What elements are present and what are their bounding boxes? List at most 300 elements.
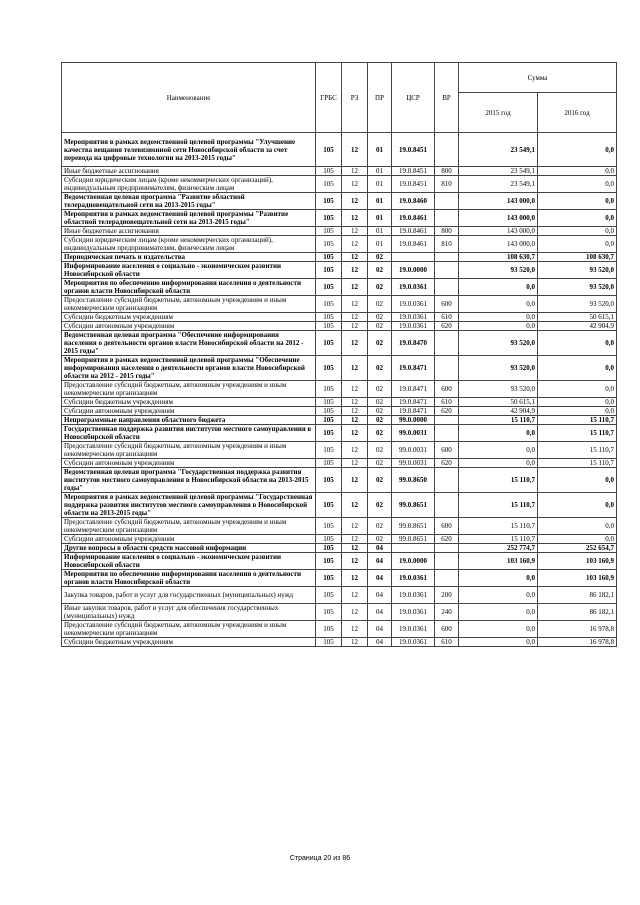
cell-pr: 02 — [368, 416, 392, 425]
cell-y2016: 0,0 — [538, 167, 617, 176]
cell-rz: 12 — [342, 133, 368, 167]
cell-csr: 99.0.0031 — [392, 425, 435, 442]
cell-grbs: 105 — [316, 638, 342, 647]
cell-pr: 02 — [368, 279, 392, 296]
cell-y2015: 0,0 — [459, 604, 538, 621]
cell-csr: 19.0.8461 — [392, 210, 435, 227]
header-vr: ВР — [435, 63, 459, 133]
table-row — [62, 133, 617, 167]
cell-y2016: 15 110,7 — [538, 459, 617, 468]
cell-grbs: 105 — [316, 604, 342, 621]
cell-csr: 19.0.0000 — [392, 262, 435, 279]
cell-vr: 620 — [435, 535, 459, 544]
cell-vr — [435, 356, 459, 381]
cell-rz: 12 — [342, 236, 368, 253]
cell-grbs: 105 — [316, 313, 342, 322]
cell-rz: 12 — [342, 416, 368, 425]
cell-y2016: 0,0 — [538, 535, 617, 544]
table-row — [62, 493, 617, 518]
cell-y2015: 0,0 — [459, 587, 538, 604]
cell-pr: 01 — [368, 236, 392, 253]
cell-csr: 19.0.8451 — [392, 167, 435, 176]
budget-table — [61, 62, 617, 647]
cell-rz: 12 — [342, 535, 368, 544]
cell-name: Субсидии бюджетным учреждениям — [62, 313, 316, 322]
table-row — [62, 544, 617, 553]
cell-y2016: 0,0 — [538, 133, 617, 167]
table-row — [62, 210, 617, 227]
table-row — [62, 535, 617, 544]
table-row — [62, 587, 617, 604]
cell-pr: 04 — [368, 553, 392, 570]
cell-pr: 02 — [368, 313, 392, 322]
cell-grbs: 105 — [316, 416, 342, 425]
cell-y2016: 86 182,1 — [538, 587, 617, 604]
cell-csr: 99.0.0031 — [392, 459, 435, 468]
cell-pr: 04 — [368, 544, 392, 553]
cell-name: Государственная поддержка развития институтов местного самоуправления в Новосибирской области — [62, 425, 316, 442]
cell-csr: 19.0.0361 — [392, 621, 435, 638]
cell-csr: 19.0.8471 — [392, 407, 435, 416]
table-row — [62, 236, 617, 253]
cell-pr: 02 — [368, 356, 392, 381]
cell-rz: 12 — [342, 493, 368, 518]
table-row — [62, 604, 617, 621]
cell-rz: 12 — [342, 468, 368, 493]
cell-csr: 19.0.0000 — [392, 553, 435, 570]
cell-csr: 19.0.8471 — [392, 356, 435, 381]
cell-vr: 620 — [435, 322, 459, 331]
cell-name: Ведомственная целевая программа "Государственная поддержка развития институтов местного самоуправления в Новосибирской области на 2013-2015 годы" — [62, 468, 316, 493]
cell-rz: 12 — [342, 322, 368, 331]
table-row — [62, 313, 617, 322]
cell-vr: 620 — [435, 459, 459, 468]
cell-y2015: 93 520,0 — [459, 262, 538, 279]
cell-grbs: 105 — [316, 279, 342, 296]
cell-vr: 610 — [435, 398, 459, 407]
cell-rz: 12 — [342, 398, 368, 407]
cell-vr — [435, 210, 459, 227]
table-row — [62, 381, 617, 398]
cell-y2016: 103 160,9 — [538, 553, 617, 570]
cell-rz: 12 — [342, 381, 368, 398]
cell-y2015: 0,0 — [459, 459, 538, 468]
cell-name: Информирование населения о социально - экономическом развитии Новосибирской области — [62, 553, 316, 570]
cell-csr: 19.0.8471 — [392, 398, 435, 407]
cell-name: Мероприятия в рамках ведомственной целевой программы "Обеспечение информирования населения о деятельности органов власти Новосибирской области на 2012 - 2015 годы" — [62, 356, 316, 381]
table-row — [62, 459, 617, 468]
cell-y2016: 103 160,9 — [538, 570, 617, 587]
cell-grbs: 105 — [316, 322, 342, 331]
cell-rz: 12 — [342, 176, 368, 193]
table-row — [62, 570, 617, 587]
cell-grbs: 105 — [316, 398, 342, 407]
cell-name: Информирование населения о социально - экономическом развитии Новосибирской области — [62, 262, 316, 279]
cell-y2015: 15 110,7 — [459, 493, 538, 518]
cell-y2015: 93 520,0 — [459, 381, 538, 398]
cell-vr: 800 — [435, 227, 459, 236]
cell-y2016: 0,0 — [538, 407, 617, 416]
cell-vr — [435, 425, 459, 442]
cell-name: Субсидии юридическим лицам (кроме некоммерческих организаций), индивидуальным предпринимателям, физическим лицам — [62, 176, 316, 193]
cell-pr: 01 — [368, 193, 392, 210]
cell-vr: 200 — [435, 587, 459, 604]
cell-name: Мероприятия в рамках ведомственной целевой программы "Государственная поддержка развития институтов местного самоуправления в Новосибирской области на 2013-2015 годы" — [62, 493, 316, 518]
cell-y2015: 42 904,9 — [459, 407, 538, 416]
cell-rz: 12 — [342, 279, 368, 296]
cell-vr: 600 — [435, 518, 459, 535]
cell-pr: 02 — [368, 322, 392, 331]
cell-name: Субсидии бюджетным учреждениям — [62, 398, 316, 407]
cell-pr: 02 — [368, 518, 392, 535]
cell-name: Иные бюджетные ассигнования — [62, 167, 316, 176]
cell-y2016: 93 520,0 — [538, 296, 617, 313]
cell-csr: 99.0.0031 — [392, 442, 435, 459]
cell-vr: 800 — [435, 167, 459, 176]
table-row — [62, 638, 617, 647]
cell-pr: 04 — [368, 587, 392, 604]
header-sum: Сумма — [459, 63, 617, 93]
cell-rz: 12 — [342, 313, 368, 322]
cell-grbs: 105 — [316, 544, 342, 553]
cell-name: Субсидии автономным учреждениям — [62, 459, 316, 468]
cell-pr: 02 — [368, 459, 392, 468]
cell-rz: 12 — [342, 262, 368, 279]
cell-y2015: 15 110,7 — [459, 416, 538, 425]
cell-csr: 99.0.8651 — [392, 518, 435, 535]
cell-y2016: 16 978,8 — [538, 638, 617, 647]
table-row — [62, 279, 617, 296]
cell-grbs: 105 — [316, 587, 342, 604]
cell-y2016: 15 110,7 — [538, 425, 617, 442]
cell-vr — [435, 331, 459, 356]
header-grbs: ГРБС — [316, 63, 342, 133]
cell-y2015: 0,0 — [459, 621, 538, 638]
cell-pr: 02 — [368, 442, 392, 459]
cell-pr: 02 — [368, 381, 392, 398]
cell-rz: 12 — [342, 193, 368, 210]
cell-rz: 12 — [342, 621, 368, 638]
cell-pr: 01 — [368, 210, 392, 227]
cell-y2016: 93 520,0 — [538, 262, 617, 279]
cell-name: Субсидии юридическим лицам (кроме некоммерческих организаций), индивидуальным предпринимателям, физическим лицам — [62, 236, 316, 253]
cell-rz: 12 — [342, 253, 368, 262]
cell-csr: 99.0.8651 — [392, 535, 435, 544]
cell-y2015: 0,0 — [459, 425, 538, 442]
cell-rz: 12 — [342, 570, 368, 587]
cell-grbs: 105 — [316, 227, 342, 236]
cell-name: Ведомственная целевая программа "Развитие областной телерадиовещательной сети на 2013-2015 годы" — [62, 193, 316, 210]
cell-vr — [435, 262, 459, 279]
cell-y2016: 16 978,8 — [538, 621, 617, 638]
cell-y2016: 0,0 — [538, 210, 617, 227]
cell-y2015: 93 520,0 — [459, 356, 538, 381]
cell-vr — [435, 133, 459, 167]
cell-pr: 02 — [368, 296, 392, 313]
cell-grbs: 105 — [316, 442, 342, 459]
cell-pr: 01 — [368, 167, 392, 176]
cell-rz: 12 — [342, 227, 368, 236]
table-row — [62, 253, 617, 262]
table-row — [62, 416, 617, 425]
cell-y2015: 0,0 — [459, 322, 538, 331]
cell-csr: 19.0.8461 — [392, 236, 435, 253]
cell-vr — [435, 493, 459, 518]
cell-pr: 04 — [368, 570, 392, 587]
cell-pr: 02 — [368, 331, 392, 356]
table-row — [62, 407, 617, 416]
cell-csr: 19.0.8460 — [392, 193, 435, 210]
cell-pr: 01 — [368, 227, 392, 236]
cell-pr: 01 — [368, 133, 392, 167]
cell-vr — [435, 416, 459, 425]
cell-grbs: 105 — [316, 407, 342, 416]
cell-y2015: 0,0 — [459, 570, 538, 587]
cell-rz: 12 — [342, 459, 368, 468]
cell-name: Мероприятия по обеспечению информирования населения о деятельности органов власти Новосибирской области — [62, 279, 316, 296]
cell-vr: 240 — [435, 604, 459, 621]
cell-name: Ведомственная целевая программа "Обеспечение информирования населения о деятельности органов власти Новосибирской области на 2012 - 2015 годы" — [62, 331, 316, 356]
table-row — [62, 518, 617, 535]
header-name: Наименование — [62, 63, 316, 133]
cell-rz: 12 — [342, 296, 368, 313]
table-row — [62, 176, 617, 193]
cell-grbs: 105 — [316, 621, 342, 638]
cell-vr: 610 — [435, 638, 459, 647]
cell-name: Мероприятия в рамках ведомственной целевой программы "Улучшение качества вещания телевизионной сети Новосибирской области за счет перевода на цифровые технологии на 2013-2015 годы" — [62, 133, 316, 167]
cell-y2015: 93 520,0 — [459, 331, 538, 356]
cell-y2015: 143 000,0 — [459, 193, 538, 210]
cell-y2015: 0,0 — [459, 313, 538, 322]
cell-grbs: 105 — [316, 210, 342, 227]
cell-vr — [435, 279, 459, 296]
cell-name: Предоставление субсидий бюджетным, автономным учреждениям и иным некоммерческим организациям — [62, 442, 316, 459]
table-body — [62, 133, 617, 647]
cell-name: Субсидии бюджетным учреждениям — [62, 638, 316, 647]
cell-vr: 600 — [435, 381, 459, 398]
cell-grbs: 105 — [316, 425, 342, 442]
cell-name: Мероприятия в рамках ведомственной целевой программы "Развитие областной телерадиовещательной сети на 2013-2015 годы" — [62, 210, 316, 227]
cell-name: Другие вопросы в области средств массовой информации — [62, 544, 316, 553]
cell-name: Непрограммные направления областного бюджета — [62, 416, 316, 425]
cell-y2015: 143 000,0 — [459, 210, 538, 227]
cell-grbs: 105 — [316, 176, 342, 193]
cell-y2015: 252 774,7 — [459, 544, 538, 553]
cell-vr — [435, 553, 459, 570]
cell-grbs: 105 — [316, 553, 342, 570]
cell-grbs: 105 — [316, 381, 342, 398]
cell-rz: 12 — [342, 553, 368, 570]
cell-rz: 12 — [342, 604, 368, 621]
cell-csr: 19.0.0361 — [392, 587, 435, 604]
cell-y2016: 0,0 — [538, 193, 617, 210]
cell-y2016: 50 615,1 — [538, 313, 617, 322]
cell-grbs: 105 — [316, 493, 342, 518]
cell-rz: 12 — [342, 638, 368, 647]
cell-name: Предоставление субсидий бюджетным, автономным учреждениям и иным некоммерческим организациям — [62, 381, 316, 398]
cell-vr: 620 — [435, 407, 459, 416]
cell-csr: 99.0.0000 — [392, 416, 435, 425]
cell-csr: 19.0.0361 — [392, 638, 435, 647]
table-row — [62, 193, 617, 210]
cell-grbs: 105 — [316, 262, 342, 279]
cell-y2015: 15 110,7 — [459, 535, 538, 544]
cell-grbs: 105 — [316, 459, 342, 468]
cell-y2016: 0,0 — [538, 468, 617, 493]
cell-pr: 02 — [368, 468, 392, 493]
cell-y2016: 0,0 — [538, 176, 617, 193]
cell-name: Иные бюджетные ассигнования — [62, 227, 316, 236]
cell-y2015: 15 110,7 — [459, 468, 538, 493]
cell-y2016: 0,0 — [538, 381, 617, 398]
cell-grbs: 105 — [316, 331, 342, 356]
cell-y2015: 0,0 — [459, 296, 538, 313]
cell-y2015: 143 000,0 — [459, 227, 538, 236]
cell-rz: 12 — [342, 407, 368, 416]
cell-y2015: 15 110,7 — [459, 518, 538, 535]
page-footer: Страница 20 из 86 — [289, 855, 351, 862]
cell-grbs: 105 — [316, 570, 342, 587]
table-row — [62, 442, 617, 459]
cell-y2016: 0,0 — [538, 236, 617, 253]
cell-rz: 12 — [342, 518, 368, 535]
cell-y2015: 23 549,1 — [459, 133, 538, 167]
cell-vr: 810 — [435, 176, 459, 193]
cell-csr: 19.0.8471 — [392, 381, 435, 398]
cell-y2016: 0,0 — [538, 493, 617, 518]
cell-csr: 19.0.8461 — [392, 227, 435, 236]
cell-vr: 600 — [435, 621, 459, 638]
cell-grbs: 105 — [316, 356, 342, 381]
cell-pr: 04 — [368, 621, 392, 638]
cell-y2015: 0,0 — [459, 638, 538, 647]
cell-name: Субсидии автономным учреждениям — [62, 322, 316, 331]
cell-pr: 02 — [368, 262, 392, 279]
cell-y2015: 0,0 — [459, 442, 538, 459]
cell-y2016: 252 654,7 — [538, 544, 617, 553]
cell-rz: 12 — [342, 442, 368, 459]
cell-pr: 02 — [368, 407, 392, 416]
cell-rz: 12 — [342, 544, 368, 553]
cell-grbs: 105 — [316, 253, 342, 262]
cell-grbs: 105 — [316, 296, 342, 313]
cell-name: Предоставление субсидий бюджетным, автономным учреждениям и иным некоммерческим организациям — [62, 621, 316, 638]
cell-name: Закупка товаров, работ и услуг для государственных (муниципальных) нужд — [62, 587, 316, 604]
cell-pr: 04 — [368, 604, 392, 621]
header-rz: РЗ — [342, 63, 368, 133]
cell-grbs: 105 — [316, 133, 342, 167]
cell-y2016: 42 904,9 — [538, 322, 617, 331]
cell-y2016: 0,0 — [538, 518, 617, 535]
cell-vr — [435, 544, 459, 553]
table-row — [62, 167, 617, 176]
cell-vr — [435, 570, 459, 587]
cell-y2016: 108 630,7 — [538, 253, 617, 262]
cell-csr: 19.0.0361 — [392, 313, 435, 322]
table-row — [62, 331, 617, 356]
table-row — [62, 322, 617, 331]
cell-name: Субсидии автономным учреждениям — [62, 407, 316, 416]
cell-grbs: 105 — [316, 193, 342, 210]
cell-y2016: 0,0 — [538, 398, 617, 407]
cell-y2015: 0,0 — [459, 279, 538, 296]
cell-csr: 99.0.8651 — [392, 493, 435, 518]
table-row — [62, 262, 617, 279]
cell-grbs: 105 — [316, 518, 342, 535]
cell-name: Предоставление субсидий бюджетным, автономным учреждениям и иным некоммерческим организациям — [62, 296, 316, 313]
header-2016: 2016 год — [538, 93, 617, 133]
cell-y2016: 15 110,7 — [538, 442, 617, 459]
cell-vr: 810 — [435, 236, 459, 253]
cell-rz: 12 — [342, 167, 368, 176]
cell-pr: 02 — [368, 253, 392, 262]
cell-y2015: 23 549,1 — [459, 167, 538, 176]
cell-y2015: 23 549,1 — [459, 176, 538, 193]
cell-grbs: 105 — [316, 236, 342, 253]
cell-csr — [392, 544, 435, 553]
header-pr: ПР — [368, 63, 392, 133]
cell-csr: 99.0.8650 — [392, 468, 435, 493]
cell-csr: 19.0.8451 — [392, 133, 435, 167]
cell-pr: 02 — [368, 535, 392, 544]
cell-name: Иные закупки товаров, работ и услуг для обеспечения государственных (муниципальных) нужд — [62, 604, 316, 621]
cell-vr: 600 — [435, 442, 459, 459]
cell-pr: 01 — [368, 176, 392, 193]
cell-csr: 19.0.0361 — [392, 279, 435, 296]
table-row — [62, 227, 617, 236]
table-row — [62, 296, 617, 313]
cell-csr: 19.0.0361 — [392, 604, 435, 621]
cell-vr — [435, 193, 459, 210]
cell-csr: 19.0.0361 — [392, 570, 435, 587]
table-row — [62, 398, 617, 407]
cell-y2016: 93 520,0 — [538, 279, 617, 296]
cell-name: Периодическая печать и издательства — [62, 253, 316, 262]
table-row — [62, 553, 617, 570]
cell-name: Субсидии автономным учреждениям — [62, 535, 316, 544]
cell-pr: 02 — [368, 398, 392, 407]
cell-vr — [435, 468, 459, 493]
cell-name: Мероприятия по обеспечению информирования населения о деятельности органов власти Новосибирской области — [62, 570, 316, 587]
cell-y2016: 86 182,1 — [538, 604, 617, 621]
cell-y2016: 0,0 — [538, 227, 617, 236]
cell-csr: 19.0.8451 — [392, 176, 435, 193]
cell-vr: 600 — [435, 296, 459, 313]
cell-pr: 02 — [368, 493, 392, 518]
cell-grbs: 105 — [316, 468, 342, 493]
cell-rz: 12 — [342, 425, 368, 442]
cell-csr: 19.0.0361 — [392, 296, 435, 313]
cell-y2016: 0,0 — [538, 356, 617, 381]
cell-pr: 02 — [368, 425, 392, 442]
cell-vr: 610 — [435, 313, 459, 322]
cell-grbs: 105 — [316, 535, 342, 544]
cell-grbs: 105 — [316, 167, 342, 176]
table-row — [62, 468, 617, 493]
table-row — [62, 621, 617, 638]
cell-csr — [392, 253, 435, 262]
cell-y2015: 108 630,7 — [459, 253, 538, 262]
header-2015: 2015 год — [459, 93, 538, 133]
cell-rz: 12 — [342, 331, 368, 356]
cell-name: Предоставление субсидий бюджетным, автономным учреждениям и иным некоммерческим организациям — [62, 518, 316, 535]
cell-csr: 19.0.0361 — [392, 322, 435, 331]
cell-pr: 04 — [368, 638, 392, 647]
cell-y2015: 50 615,1 — [459, 398, 538, 407]
cell-y2015: 103 160,9 — [459, 553, 538, 570]
table-row — [62, 356, 617, 381]
cell-csr: 19.0.8470 — [392, 331, 435, 356]
